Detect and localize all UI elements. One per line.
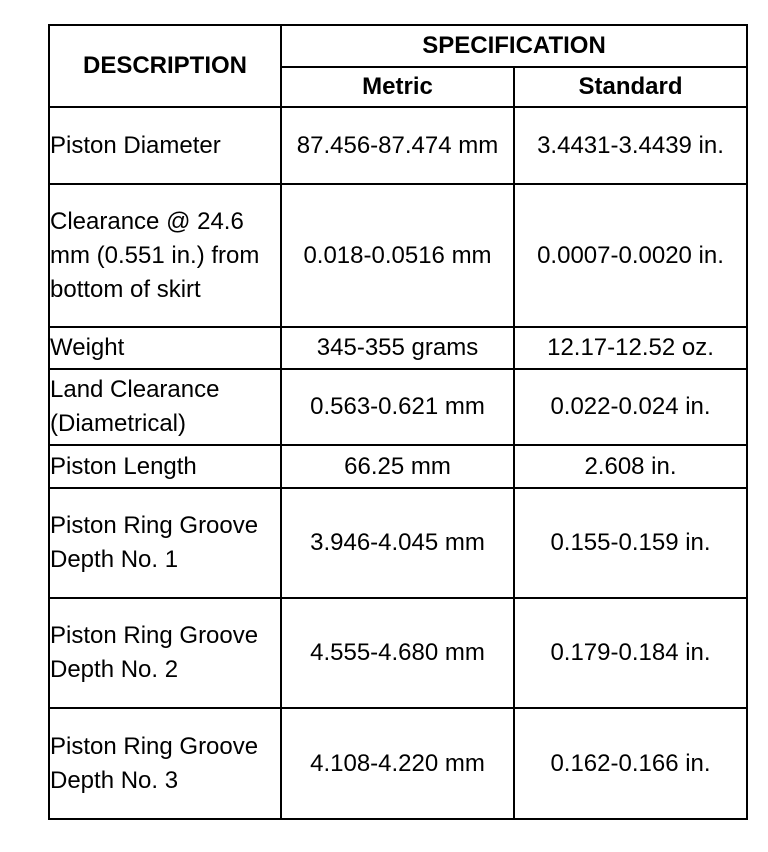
row-description: Clearance @ 24.6 mm (0.551 in.) from bottom of skirt [49, 184, 281, 327]
row-standard: 12.17-12.52 oz. [514, 327, 747, 369]
description-header: DESCRIPTION [49, 25, 281, 107]
row-standard: 0.0007-0.0020 in. [514, 184, 747, 327]
row-metric: 66.25 mm [281, 445, 514, 488]
table-row [49, 488, 747, 598]
row-standard: 0.155-0.159 in. [514, 488, 747, 598]
row-description: Piston Ring Groove Depth No. 2 [49, 598, 281, 708]
specification-header: SPECIFICATION [281, 25, 747, 67]
table-row [49, 184, 747, 327]
row-metric: 4.108-4.220 mm [281, 708, 514, 819]
row-description: Weight [49, 327, 281, 369]
piston-specification-table [48, 24, 748, 820]
row-standard: 0.179-0.184 in. [514, 598, 747, 708]
row-description: Land Clearance (Diametrical) [49, 369, 281, 445]
row-standard: 0.022-0.024 in. [514, 369, 747, 445]
table-row [49, 598, 747, 708]
row-description: Piston Ring Groove Depth No. 1 [49, 488, 281, 598]
metric-header: Metric [281, 67, 514, 107]
table-row [49, 708, 747, 819]
row-metric: 0.563-0.621 mm [281, 369, 514, 445]
header-row [49, 25, 747, 67]
table-row [49, 369, 747, 445]
row-description: Piston Length [49, 445, 281, 488]
row-standard: 3.4431-3.4439 in. [514, 107, 747, 184]
row-metric: 4.555-4.680 mm [281, 598, 514, 708]
standard-header: Standard [514, 67, 747, 107]
row-metric: 345-355 grams [281, 327, 514, 369]
row-standard: 0.162-0.166 in. [514, 708, 747, 819]
row-metric: 87.456-87.474 mm [281, 107, 514, 184]
table-row [49, 445, 747, 488]
table-row [49, 107, 747, 184]
table-row [49, 327, 747, 369]
row-metric: 0.018-0.0516 mm [281, 184, 514, 327]
row-metric: 3.946-4.045 mm [281, 488, 514, 598]
row-description: Piston Diameter [49, 107, 281, 184]
row-standard: 2.608 in. [514, 445, 747, 488]
row-description: Piston Ring Groove Depth No. 3 [49, 708, 281, 819]
